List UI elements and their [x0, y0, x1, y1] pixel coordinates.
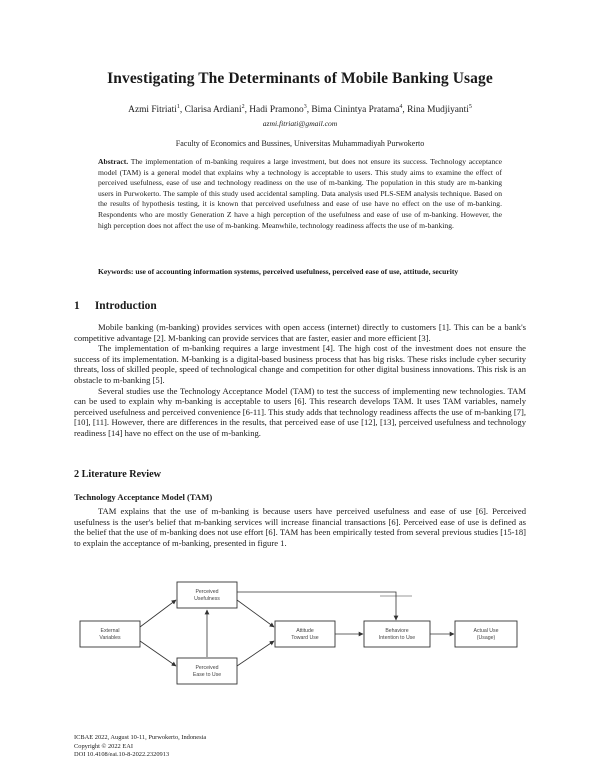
keywords — [98, 267, 502, 278]
label-usefulness-1: Perceived — [195, 589, 219, 595]
tam-diagram — [0, 570, 600, 710]
label-actual-2: (Usage) — [476, 635, 496, 641]
paragraph: Mobile banking (m-banking) provides services with open access (internet) directly to customers [1]. This can be a bank's competitive advantage [2]. M-banking can provide services that are faster, easier and more efficient [3]. — [74, 322, 526, 343]
section-title: Introduction — [94, 300, 157, 312]
label-intention-2: Intention to Use — [378, 635, 416, 641]
subsection-heading: Technology Acceptance Model (TAM) — [74, 492, 213, 502]
box-external-variables — [80, 621, 140, 647]
label-attitude-2: Toward Use — [291, 635, 319, 641]
label-actual-1: Actual Use — [473, 628, 499, 634]
label-attitude-1: Attitude — [296, 628, 314, 634]
affiliation: Faculty of Economics and Bussines, Universitas Muhammadiyah Purwokerto — [175, 139, 425, 148]
section-title: Literature Review — [81, 469, 161, 480]
author-name: Rina Mudjiyanti — [407, 105, 469, 116]
section-heading-introduction — [74, 300, 157, 312]
paragraph: Several studies use the Technology Acceptance Model (TAM) to test the success of implementing new technologies. TAM can be used to explain why m-banking is acceptable to users [6]. This research develops TAM. It uses TAM variables, namely perceived usefulness and perceived convenience [6-11]. This study adds that technology readiness affects the use of m-banking [7], [10], [11]. However, there are differences in the results, that perceived ease of use [12], [13], perceived usefulness and technology readiness [14] have no effect on the use of m-banking. — [74, 385, 526, 438]
label-ease-2: Ease to Use — [192, 672, 222, 678]
author-affiliation-mark: 2 — [241, 104, 245, 110]
author-affiliation-mark: 3 — [303, 104, 307, 110]
section-heading-literature-review — [74, 469, 161, 480]
paper-title: Investigating The Determinants of Mobile Banking Usage — [107, 70, 493, 87]
author-name: Bima Cinintya Pratama — [311, 105, 400, 116]
keywords-label: Keywords: — [98, 267, 134, 276]
paragraph: TAM explains that the use of m-banking is because users have perceived usefulness and ease of use [6]. Perceived usefulness is the user's belief that m-banking services will increase financial transactions [6]. Perceived ease of use is defined as the belief that the use of m-banking does not use effort [6]. TAM has been empirically tested from several previous studies [15-18] to explain the acceptance of m-banking, presented in figure 1. — [74, 506, 526, 548]
paragraph: The implementation of m-banking requires a large investment [4]. The high cost of the investment does not ensure the success of its implementation. M-banking is a digital-based business process that has big risks. These risks include cyber security threats, loss of skilled people, speed of technological change and competition for other digital business innovations. This risk is an obstacle to m-banking [5]. — [74, 343, 526, 385]
box-perceived-usefulness — [177, 582, 237, 608]
abstract-label: Abstract. — [98, 157, 129, 166]
box-attitude — [275, 621, 335, 647]
box-actual-use — [455, 621, 517, 647]
box-intention — [364, 621, 430, 647]
author-name: Clarisa Ardiani — [184, 105, 242, 116]
label-ease-1: Perceived — [195, 665, 219, 671]
footer-doi: DOI 10.4108/eai.10-8-2022.2320913 — [74, 751, 170, 759]
corresponding-email: azmi.fitriati@gmail.com — [262, 119, 338, 128]
label-external-1: External — [100, 628, 120, 634]
author-affiliation-mark: 5 — [468, 104, 472, 110]
author-affiliation-mark: 4 — [399, 104, 403, 110]
author-name: Azmi Fitriati — [128, 105, 177, 116]
footer-conference: ICBAE 2022, August 10-11, Purwokerto, Indonesia — [74, 734, 207, 741]
author-name: Hadi Pramono — [249, 105, 304, 116]
label-intention-1: Behaviore — [385, 628, 409, 634]
label-usefulness-2: Usefulness — [194, 596, 220, 602]
abstract-text: The implementation of m-banking requires a large investment, but does not ensure its success. Technology acceptance model (TAM) is a general model that explains why a technology is acceptable to users. This study aims to examine the effect of perceived usefulness, ease of use and technology readiness on the use of m-banking. The population in this study are m-banking users in Purwokerto. The sample of this study used accidental sampling. Data analysis used PLS-SEM analysis technique. Based on the results of hypothesis testing, it is known that perceived usefulness and ease of use have no effect on the use of m-banking. Respondents who are mostly Generation Z have a high perception of the usefulness and ease of use of m-banking. However, the high perception does not affect the use of m-banking. Meanwhile, technology readiness affects the use of m-banking. — [98, 157, 502, 230]
introduction-body — [74, 322, 526, 439]
author-affiliation-mark: 1 — [176, 104, 180, 110]
page-footer — [74, 734, 206, 760]
abstract — [98, 157, 502, 231]
box-perceived-ease — [177, 658, 237, 684]
author-list: Azmi Fitriati$^1$, Clarisa Ardiani$^2$, Hadi Pramono$^3$, Bima Cinintya Pratama$^4$, Rina Mudjiyanti$^5$ — [128, 104, 472, 116]
section-number: 1 — [74, 300, 80, 312]
literature-review-body — [74, 506, 526, 548]
footer-copyright: Copyright © 2022 EAI — [74, 742, 133, 750]
keywords-text: use of accounting information systems, perceived usefulness, perceived ease of use, attitude, security — [135, 267, 459, 276]
section-number: 2 — [74, 469, 80, 480]
label-external-2: Variables — [99, 635, 121, 641]
